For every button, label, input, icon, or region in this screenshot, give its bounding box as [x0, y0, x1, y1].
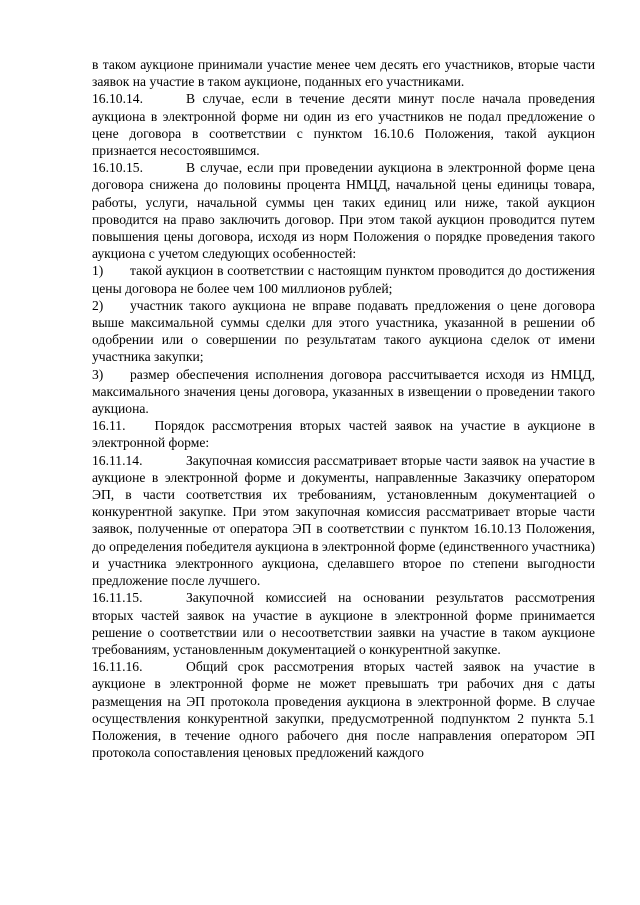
paragraph-text: Общий срок рассмотрения вторых частей заявок на участие в аукционе в электронной форме не может превышать три рабочих дня с даты размещения на ЭП протокола проведения аукциона в электронной форме. В случае осуществления конкурентной закупки, предусмотренной подпунктом 2 пункта 5.1 Положения, в течение одного рабочего дня после направления оператором ЭП протокола сопоставления ценовых предложений каждого: [92, 659, 595, 761]
paragraph-number: 16.11.16.: [92, 659, 143, 675]
paragraph-text: В случае, если в течение десяти минут после начала проведения аукциона в электронной форме ни один из его участников не подал предложение о цене договора в соответствии с пунктом 16.10.6 Положения, такой аукцион признается несостоявшимся.: [92, 91, 595, 159]
list-item-text: такой аукцион в соответствии с настоящим пунктом проводится до достижения цены договора не более чем 100 миллионов рублей;: [92, 263, 595, 296]
section-heading-16-11: [92, 417, 595, 451]
paragraph-continuation: [92, 56, 595, 90]
paragraph-16-11-15: [92, 589, 595, 658]
list-item-text: участник такого аукциона не вправе подавать предложения о цене договора выше максимальной суммы сделки для этого участника, указанной в решении об одобрении или о совершении по результатам такого аукциона сделок от имени участника закупки;: [92, 297, 595, 365]
paragraph-number: 16.11.14.: [92, 452, 143, 468]
paragraph-16-10-14: [92, 90, 595, 159]
section-number: 16.11.: [92, 418, 126, 434]
list-item-number: 2): [92, 297, 104, 313]
paragraph-text: В случае, если при проведении аукциона в электронной форме цена договора снижена до половины процента НМЦД, начальной цены единицы товара, работы, услуги, начальной суммы цен таких единиц или ниже, такой аукцион проводится на право заключить договор. При этом такой аукцион проводится путем повышения цены договора, исходя из норм Положения о порядке проведения такого аукциона с учетом следующих особенностей:: [92, 160, 595, 262]
paragraph-16-11-14: [92, 452, 595, 590]
paragraph-number: 16.11.15.: [92, 590, 143, 606]
list-item-3: [92, 366, 595, 418]
paragraph-number: 16.10.15.: [92, 160, 143, 176]
list-item-1: [92, 262, 595, 296]
section-heading-text: Порядок рассмотрения вторых частей заявок на участие в аукционе в электронной форме:: [92, 418, 595, 451]
document-page: [92, 56, 595, 761]
paragraph-text: в таком аукционе принимали участие менее чем десять его участников, вторые части заявок на участие в таком аукционе, поданных его участниками.: [92, 57, 595, 90]
paragraph-text: Закупочной комиссией на основании результатов рассмотрения вторых частей заявок на участие в аукционе в электронной форме принимается решение о соответствии или о несоответствии заявки на участие в таком аукционе требованиям, установленным документацией о конкурентной закупке.: [92, 590, 595, 657]
list-item-number: 1): [92, 263, 104, 279]
paragraph-16-11-16: [92, 658, 595, 761]
list-item-2: [92, 297, 595, 366]
list-item-text: размер обеспечения исполнения договора рассчитывается исходя из НМЦД, максимального значения цены договора, указанных в извещении о проведении такого аукциона.: [92, 366, 595, 417]
list-item-number: 3): [92, 366, 104, 382]
paragraph-number: 16.10.14.: [92, 91, 143, 107]
paragraph-16-10-15: [92, 159, 595, 262]
paragraph-text: Закупочная комиссия рассматривает вторые части заявок на участие в аукционе в электронной форме и документы, направленные Заказчику оператором ЭП, в части соответствия их требованиям, установленным документацией о конкурентной закупке. При этом закупочная комиссия рассматривает вторые части заявок, полученные от оператора ЭП в соответствии с пунктом 16.10.13 Положения, до определения победителя аукциона в электронной форме (единственного участника) и участника электронного аукциона, сделавшего второе по степени выгодности предложение после лучшего.: [92, 452, 595, 589]
